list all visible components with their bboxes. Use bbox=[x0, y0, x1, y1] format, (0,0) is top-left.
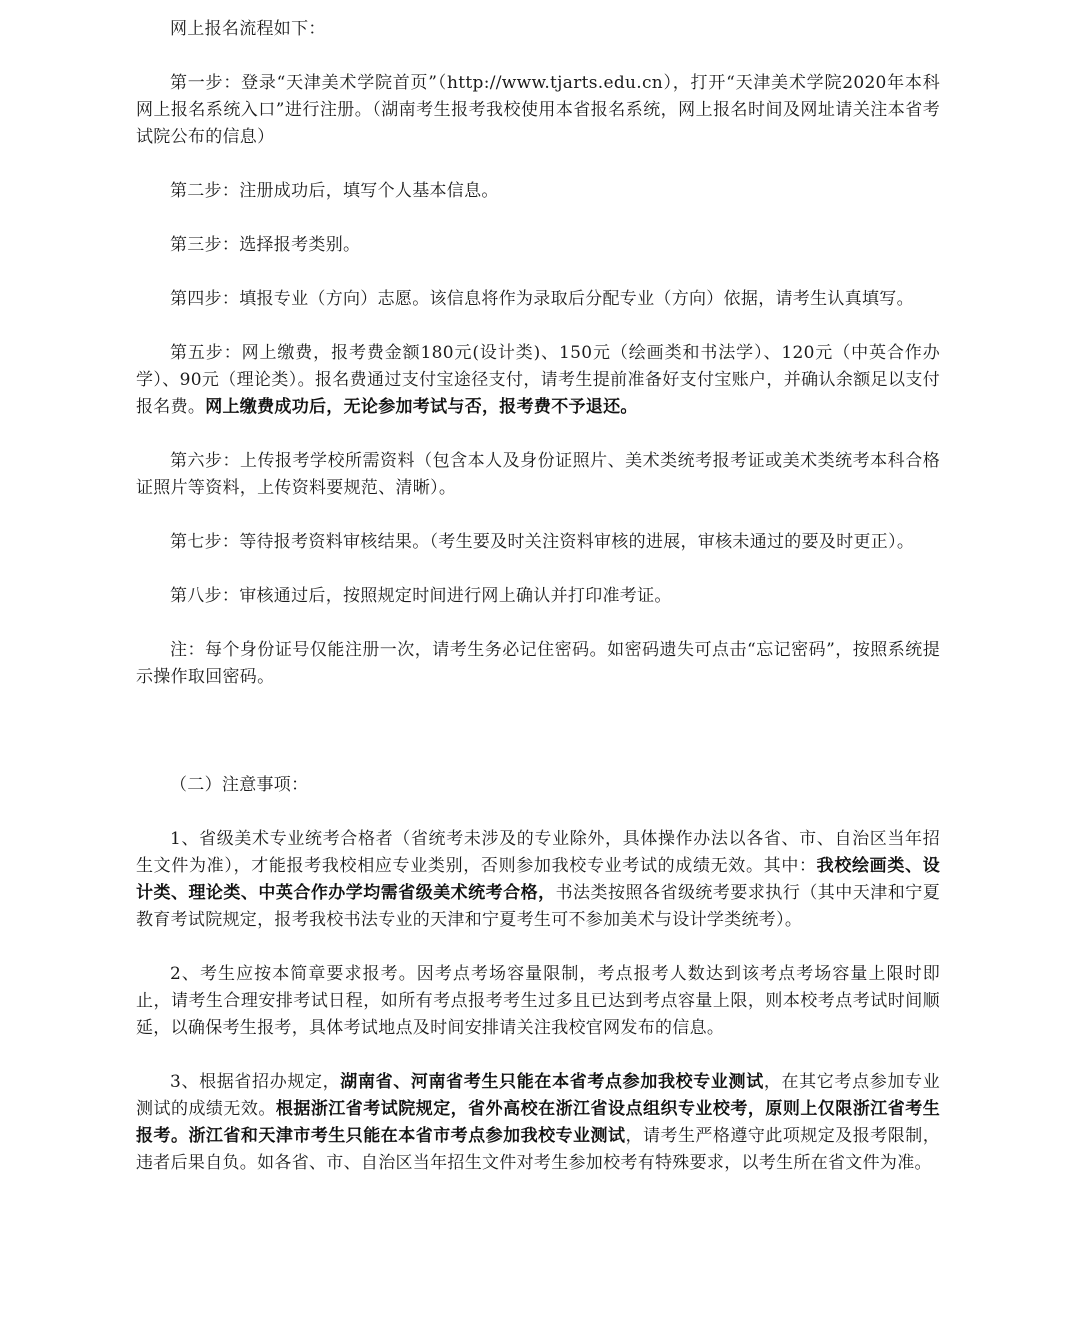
notice-1-bold-1: 我校绘画类、设计类、理论类、中英合作办学均需省级美术统考合格， bbox=[136, 856, 940, 903]
intro-line: 网上报名流程如下： bbox=[170, 19, 326, 39]
section-title: （二）注意事项： bbox=[170, 775, 309, 795]
notice-3-part-3: ，请考生严格遵守此项规定及报考限制，违者后果自负。如各省、市、自治区当年招生文件对考生参加校考有特殊要求，以考生所在省文件为准。 bbox=[136, 1126, 940, 1173]
notice-3-bold-2: 根据浙江省考试院规定，省外高校在浙江省设点组织专业校考，原则上仅限浙江省考生报考。浙江省和天津市考生只能在本省市考点参加我校专业测试 bbox=[136, 1099, 940, 1146]
step-6: 第六步：上传报考学校所需资料（包含本人及身份证照片、美术类统考报考证或美术类统考本科合格证照片等资料，上传资料要规范、清晰）。 bbox=[136, 451, 940, 498]
notice-item-3 bbox=[136, 1069, 940, 1177]
notice-1-part-1: 1、省级美术专业统考合格者（省统考未涉及的专业除外，具体操作办法以各省、市、自治区当年招生文件为准），才能报考我校相应专业类别，否则参加我校专业考试的成绩无效。其中： bbox=[136, 829, 940, 876]
step-4: 第四步：填报专业（方向）志愿。该信息将作为录取后分配专业（方向）依据，请考生认真填写。 bbox=[170, 289, 914, 309]
notice-3-part-2: ，在其它考点参加专业测试的成绩无效。 bbox=[136, 1072, 940, 1119]
step-1: 第一步：登录“天津美术学院首页”（http://www.tjarts.edu.cn），打开“天津美术学院2020年本科网上报名系统入口”进行注册。（湖南考生报考我校使用本省报名系统，网上报名时间及网址请关注本省考试院公布的信息） bbox=[136, 73, 940, 147]
step-7: 第七步：等待报考资料审核结果。（考生要及时关注资料审核的进展，审核未通过的要及时更正）。 bbox=[170, 532, 915, 552]
step-5-text: 第五步：网上缴费，报考费金额180元(设计类)、150元（绘画类和书法学）、120元（中英合作办学）、90元（理论类）。报名费通过支付宝途径支付，请考生提前准备好支付宝账户，并确认余额足以支付报名费。 bbox=[136, 343, 940, 417]
step-8: 第八步：审核通过后，按照规定时间进行网上确认并打印准考证。 bbox=[170, 586, 672, 606]
step-2: 第二步：注册成功后，填写个人基本信息。 bbox=[170, 181, 499, 201]
notice-3-bold-1: 湖南省、河南省考生只能在本省考点参加我校专业测试 bbox=[340, 1072, 764, 1092]
step-5 bbox=[136, 340, 940, 421]
notice-item-2: 2、考生应按本简章要求报考。因考点考场容量限制，考点报考人数达到该考点考场容量上限时即止，请考生合理安排考试日程，如所有考点报考考生过多且已达到考点容量上限，则本校考点考试时间顺延，以确保考生报考，具体考试地点及时间安排请关注我校官网发布的信息。 bbox=[136, 964, 940, 1038]
notice-3-part-1: 3、根据省招办规定， bbox=[170, 1072, 341, 1092]
notice-1-part-2: 书法类按照各省级统考要求执行（其中天津和宁夏教育考试院规定，报考我校书法专业的天津和宁夏考生可不参加美术与设计学类统考）。 bbox=[136, 883, 940, 930]
notice-item-1 bbox=[136, 826, 940, 934]
step-5-bold: 网上缴费成功后，无论参加考试与否，报考费不予退还。 bbox=[205, 397, 638, 417]
registration-note: 注：每个身份证号仅能注册一次，请考生务必记住密码。如密码遗失可点击“忘记密码”，按照系统提示操作取回密码。 bbox=[136, 640, 940, 687]
step-3: 第三步：选择报考类别。 bbox=[170, 235, 361, 255]
